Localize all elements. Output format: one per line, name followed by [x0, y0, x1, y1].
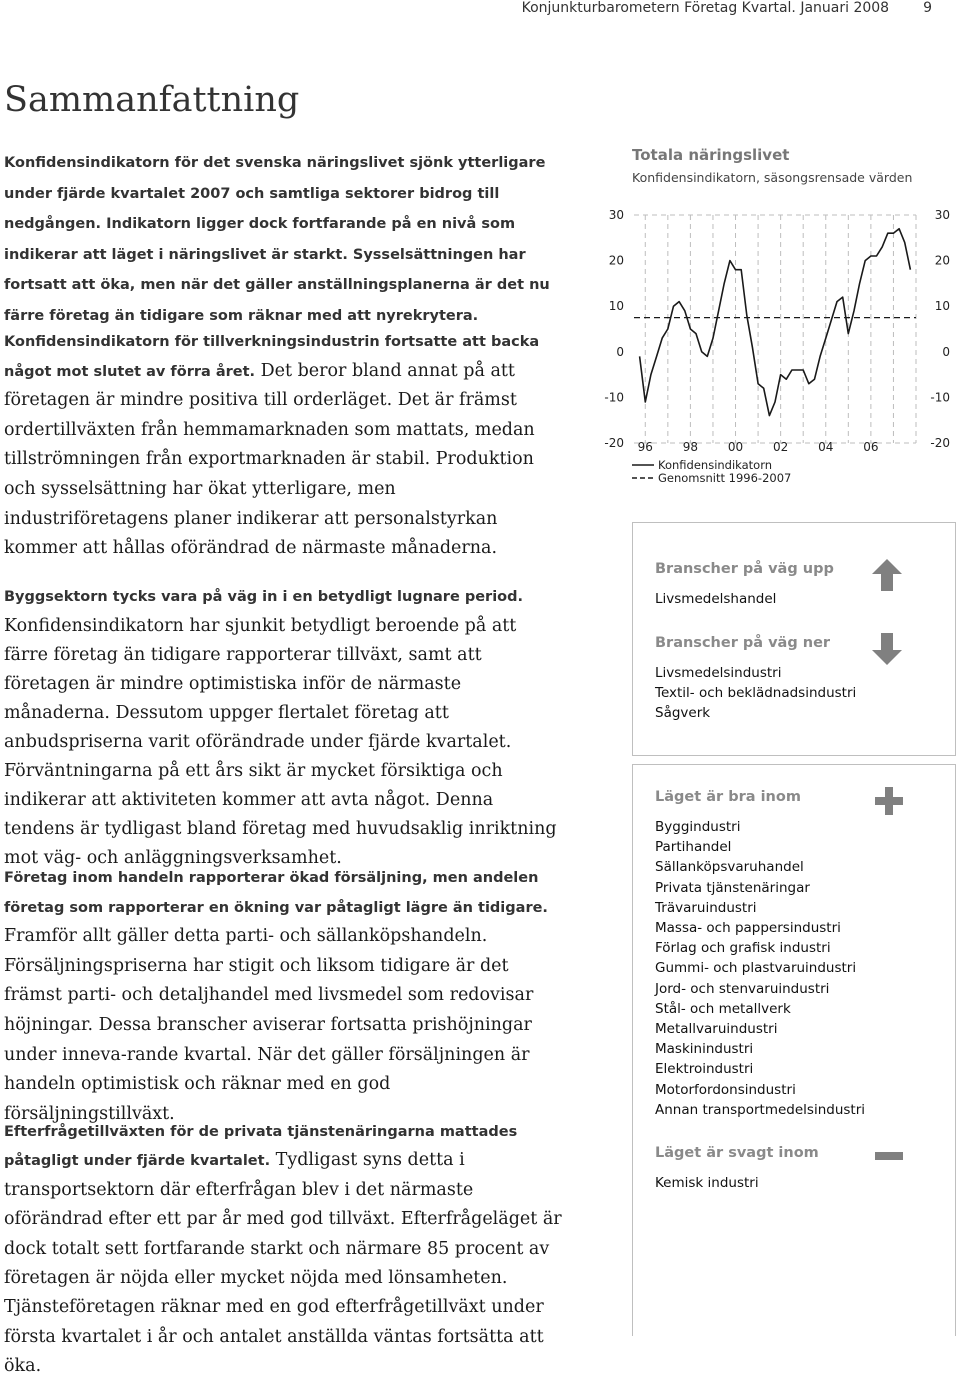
list-item: Stål- och metallverk — [655, 1000, 791, 1017]
situation-box — [632, 764, 956, 1336]
list-item: Sällanköpsvaruhandel — [655, 859, 804, 876]
down-list — [655, 663, 856, 724]
y-tick-label-right: 30 — [934, 208, 950, 222]
y-tick-label-left: 10 — [608, 299, 624, 314]
weak-list — [655, 1173, 759, 1193]
paragraph-lead: Efterfrågetillväxten för de privata tjänstenäringarna mattades påtagligt under fjärde kvartalet. — [4, 1124, 518, 1170]
list-item: Maskinindustri — [655, 1041, 754, 1058]
list-item: Byggindustri — [655, 819, 741, 835]
x-tick-label: 00 — [727, 440, 744, 454]
paragraph-3 — [4, 582, 562, 873]
up-heading: Branscher på väg upp — [655, 561, 834, 577]
paragraph-1 — [4, 148, 562, 332]
list-item: Livsmedelshandel — [655, 591, 777, 607]
weak-heading: Läget är svagt inom — [655, 1145, 819, 1161]
list-item: Partihandel — [655, 839, 732, 856]
paragraph-4 — [4, 864, 562, 1129]
paragraph-5 — [4, 1118, 562, 1382]
y-tick-label-left: -10 — [604, 390, 624, 405]
list-item: Kemisk industri — [655, 1175, 759, 1191]
minus-icon — [873, 1149, 905, 1163]
paragraph-body: Konfidensindikatorn har sjunkit betydligt beroende på att färre företag än tidigare rapporterar tillväxt, samt att företagen är mindre optimistiska inför de närmaste månaderna. Dessutom uppger flertalet företag att anbudspriserna varit oförändrade under fjärde kvartalet. Förväntningarna på ett års sikt är mycket försiktiga och indikerar att aktiviteten kommer att avta något. Denna tendens är tydligast bland företag med huvudsaklig inriktning mot väg- och anläggningsverksamhet. — [4, 616, 557, 868]
list-item: Sågverk — [655, 705, 711, 722]
paragraph-lead: Byggsektorn tycks vara på väg in i en betydligt lugnare period. — [4, 589, 524, 605]
paragraph-lead: Företag inom handeln rapporterar ökad försäljning, men andelen företag som rapporterar en ökning var påtagligt lägre än tidigare. — [4, 870, 548, 916]
y-tick-label-left: 20 — [608, 253, 624, 268]
x-tick-label: 96 — [637, 440, 653, 454]
up-list — [655, 589, 776, 609]
list-item: Privata tjänstenäringar — [655, 879, 810, 896]
y-tick-label-left: 0 — [616, 344, 624, 359]
list-item: Motorfordonsindustri — [655, 1081, 796, 1098]
good-heading: Läget är bra inom — [655, 789, 801, 805]
chart-title: Totala näringslivet — [632, 146, 790, 164]
list-item: Massa- och pappersindustri — [655, 920, 841, 937]
x-tick-label: 04 — [818, 440, 834, 454]
good-list — [655, 817, 865, 1120]
y-tick-label-left: -20 — [604, 436, 624, 450]
list-item: Metallvaruindustri — [655, 1021, 778, 1038]
y-tick-label-right: 10 — [934, 299, 950, 314]
y-tick-label-left: 30 — [608, 208, 624, 222]
legend-label: Konfidensindikatorn — [658, 458, 773, 472]
paragraph-lead: Konfidensindikatorn för tillverkningsindustrin fortsatte att backa något mot slutet av förra året. — [4, 334, 540, 380]
list-item: Annan transportmedelsindustri — [655, 1101, 866, 1118]
branch-trend-box — [632, 522, 956, 756]
paragraph-body: Framför allt gäller detta parti- och sällanköpshandeln. Försäljningspriserna har stigit och liksom tidigare är det främst parti- och detaljhandel med livsmedel som redovisar höjningar. Dessa branscher aviserar fortsatta prishöjningar under inneva-rande kvartal. När det gäller försäljningen är handeln optimistisk och räknar med en god försäljningstillväxt. — [4, 926, 534, 1124]
y-tick-label-right: 20 — [934, 253, 950, 268]
list-item: Livsmedelsindustri — [655, 665, 782, 681]
legend-label: Genomsnitt 1996-2007 — [658, 471, 792, 485]
x-tick-label: 06 — [863, 440, 879, 454]
page-title: Sammanfattning — [4, 80, 300, 120]
list-item: Elektroindustri — [655, 1061, 754, 1078]
x-tick-label: 02 — [772, 440, 789, 454]
page-number: 9 — [923, 0, 932, 16]
plus-icon — [873, 785, 905, 817]
y-tick-label-right: 0 — [942, 344, 950, 359]
paragraph-body: Tydligast syns detta i transportsektorn där efterfrågan blev i det närmaste oförändrad efter ett par år med god tillväxt. Efterfrågeläget är dock totalt sett fortfarande starkt och närmare 85 procent av företagen är nöjda eller mycket nöjda med lönsamheten. Tjänsteföretagen räknar med en god efterfrågetillväxt under första kvartalet i år och antalet anställda väntas fortsätta att öka. — [4, 1150, 562, 1377]
x-tick-label: 98 — [682, 440, 699, 454]
arrow-up-icon — [871, 557, 903, 593]
running-header — [522, 0, 932, 16]
paragraph-2 — [4, 328, 562, 564]
list-item: Trävaruindustri — [655, 899, 757, 916]
publication-title: Konjunkturbarometern Företag Kvartal. Januari 2008 — [521, 0, 890, 16]
list-item: Jord- och stenvaruindustri — [655, 980, 830, 997]
list-item: Förlag och grafisk industri — [655, 940, 831, 957]
y-tick-label-right: -10 — [930, 390, 950, 405]
arrow-down-icon — [871, 631, 903, 667]
paragraph-lead: Konfidensindikatorn för det svenska näringslivet sjönk ytterligare under fjärde kvartalet 2007 och samtliga sektorer bidrog till nedgången. Indikatorn ligger dock fortfarande på en nivå som indikerar att läget i näringslivet är starkt. Sysselsättningen har fortsatt att öka, men när det gäller anställningsplanerna är det nu färre företag än tidigare som räknar med att nyrekrytera. — [4, 155, 550, 324]
chart-subtitle: Konfidensindikatorn, säsongsrensade värden — [632, 170, 913, 185]
paragraph-body: Det beror bland annat på att företagen är mindre positiva till orderläget. Det är främst ordertillväxten från hemmamarknaden som mattats, medan tillströmningen från exportmarknaden är stabil. Produktion och sysselsättning har ökat ytterligare, men industriföretagens planer indikerar att personalstyrkan kommer att hållas oförändrad de närmaste månaderna. — [4, 360, 535, 559]
indicator-line — [640, 229, 911, 416]
confidence-chart — [590, 195, 960, 495]
down-heading: Branscher på väg ner — [655, 635, 831, 651]
list-item: Gummi- och plastvaruindustri — [655, 960, 857, 977]
list-item: Textil- och beklädnadsindustri — [655, 685, 857, 702]
y-tick-label-right: -20 — [930, 436, 950, 450]
